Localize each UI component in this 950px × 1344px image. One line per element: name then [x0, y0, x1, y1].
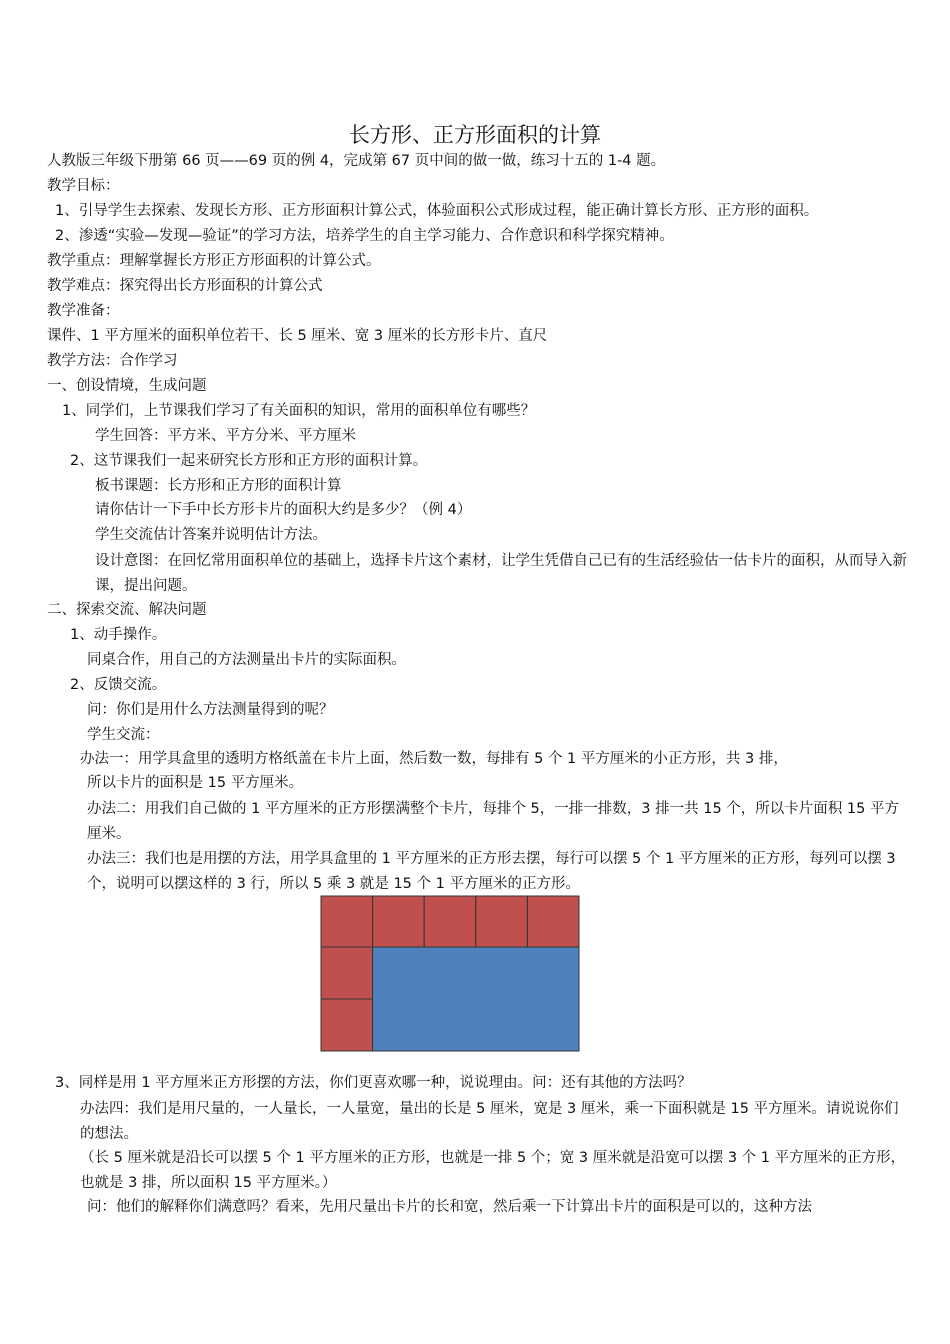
- teaching-method: 教学方法：合作学习: [47, 353, 178, 369]
- estimate-exchange: 学生交流估计答案并说明估计方法。: [95, 527, 327, 543]
- key-point: 教学重点：理解掌握长方形正方形面积的计算公式。: [47, 253, 381, 269]
- unit-square: [424, 896, 476, 947]
- step-1-2: 2、这节课我们一起来研究长方形和正方形的面积计算。: [70, 453, 428, 469]
- difficult-point: 教学难点：探究得出长方形面积的计算公式: [47, 278, 323, 294]
- estimate-question: 请你估计一下手中长方形卡片的面积大约是多少？（例 4）: [95, 502, 472, 518]
- method-4-explanation: （长 5 厘米就是沿长可以摆 5 个 1 平方厘米的正方形，也就是一排 5 个；宽 3 厘米就是沿宽可以摆 3 个 1 平方厘米的正方形，也就是 3 排，所以面积 15 平方厘米。）: [80, 1150, 906, 1191]
- unit-square: [476, 896, 528, 947]
- page-title: 长方形、正方形面积的计算: [349, 123, 601, 147]
- red-square-column: [321, 947, 373, 1051]
- pair-work: 同桌合作，用自己的方法测量出卡片的实际面积。: [87, 652, 406, 668]
- remaining-area: [373, 947, 579, 1051]
- method-4: 办法四：我们是用尺量的，一人量长，一人量宽，量出的长是 5 厘米，宽是 3 厘米，乘一下面积就是 15 平方厘米。请说说你们的想法。: [80, 1101, 899, 1142]
- section-2-heading: 二、探索交流、解决问题: [47, 602, 207, 618]
- step-2-3: 3、同样是用 1 平方厘米正方形摆的方法，你们更喜欢哪一种，说说理由。问：还有其他的方法吗？: [55, 1075, 692, 1091]
- red-square-row: [321, 896, 579, 947]
- preparation-list: 课件、1 平方厘米的面积单位若干、长 5 厘米、宽 3 厘米的长方形卡片、直尺: [47, 328, 548, 344]
- unit-square: [527, 896, 579, 947]
- method-3: 办法三：我们也是用摆的方法，用学具盒里的 1 平方厘米的正方形去摆，每行可以摆 5 个 1 平方厘米的正方形，每列可以摆 3 个，说明可以摆这样的 3 行，所以 5 乘 3 就是 15 个 1 平方厘米的正方形。: [87, 851, 896, 892]
- method-1-line-1: 办法一：用学具盒里的透明方格纸盖在卡片上面，然后数一数，每排有 5 个 1 平方厘米的小正方形，共 3 排，: [80, 751, 788, 767]
- step-2-1: 1、动手操作。: [70, 627, 167, 643]
- board-topic: 板书课题：长方形和正方形的面积计算: [95, 478, 342, 494]
- section-1-heading: 一、创设情境，生成问题: [47, 378, 207, 394]
- follow-up-question: 问：他们的解释你们满意吗？看来，先用尺量出卡片的长和宽，然后乘一下计算出卡片的面积是可以的，这种方法: [87, 1199, 812, 1215]
- design-intent: 设计意图：在回忆常用面积单位的基础上，选择卡片这个素材，让学生凭借自己已有的生活经验估一估卡片的面积，从而导入新课，提出问题。: [95, 553, 907, 594]
- objectives-heading: 教学目标：: [47, 178, 120, 194]
- unit-square: [321, 999, 373, 1051]
- method-2: 办法二：用我们自己做的 1 平方厘米的正方形摆满整个卡片，每排个 5，一排一排数，3 排一共 15 个，所以卡片面积 15 平方厘米。: [87, 801, 899, 842]
- student-answer: 学生回答：平方米、平方分米、平方厘米: [95, 428, 356, 444]
- objective-2: 2、渗透“实验—发现—验证”的学习方法，培养学生的自主学习能力、合作意识和科学探究精神。: [55, 228, 674, 244]
- step-2-2: 2、反馈交流。: [70, 677, 167, 693]
- objective-1: 1、引导学生去探索、发现长方形、正方形面积计算公式，体验面积公式形成过程，能正确计算长方形、正方形的面积。: [55, 203, 819, 219]
- preparation-heading: 教学准备：: [47, 303, 120, 319]
- unit-square: [373, 896, 425, 947]
- student-exchange: 学生交流：: [87, 727, 160, 743]
- unit-square: [321, 947, 373, 999]
- method-1-line-2: 所以卡片的面积是 15 平方厘米。: [87, 775, 304, 791]
- question-method: 问：你们是用什么方法测量得到的呢？: [87, 702, 334, 718]
- lesson-scope: 人教版三年级下册第 66 页——69 页的例 4，完成第 67 页中间的做一做，练习十五的 1-4 题。: [47, 153, 666, 169]
- step-1-1: 1、同学们，上节课我们学习了有关面积的知识，常用的面积单位有哪些？: [62, 403, 536, 419]
- unit-square: [321, 896, 373, 947]
- area-tiling-diagram: [320, 895, 580, 1052]
